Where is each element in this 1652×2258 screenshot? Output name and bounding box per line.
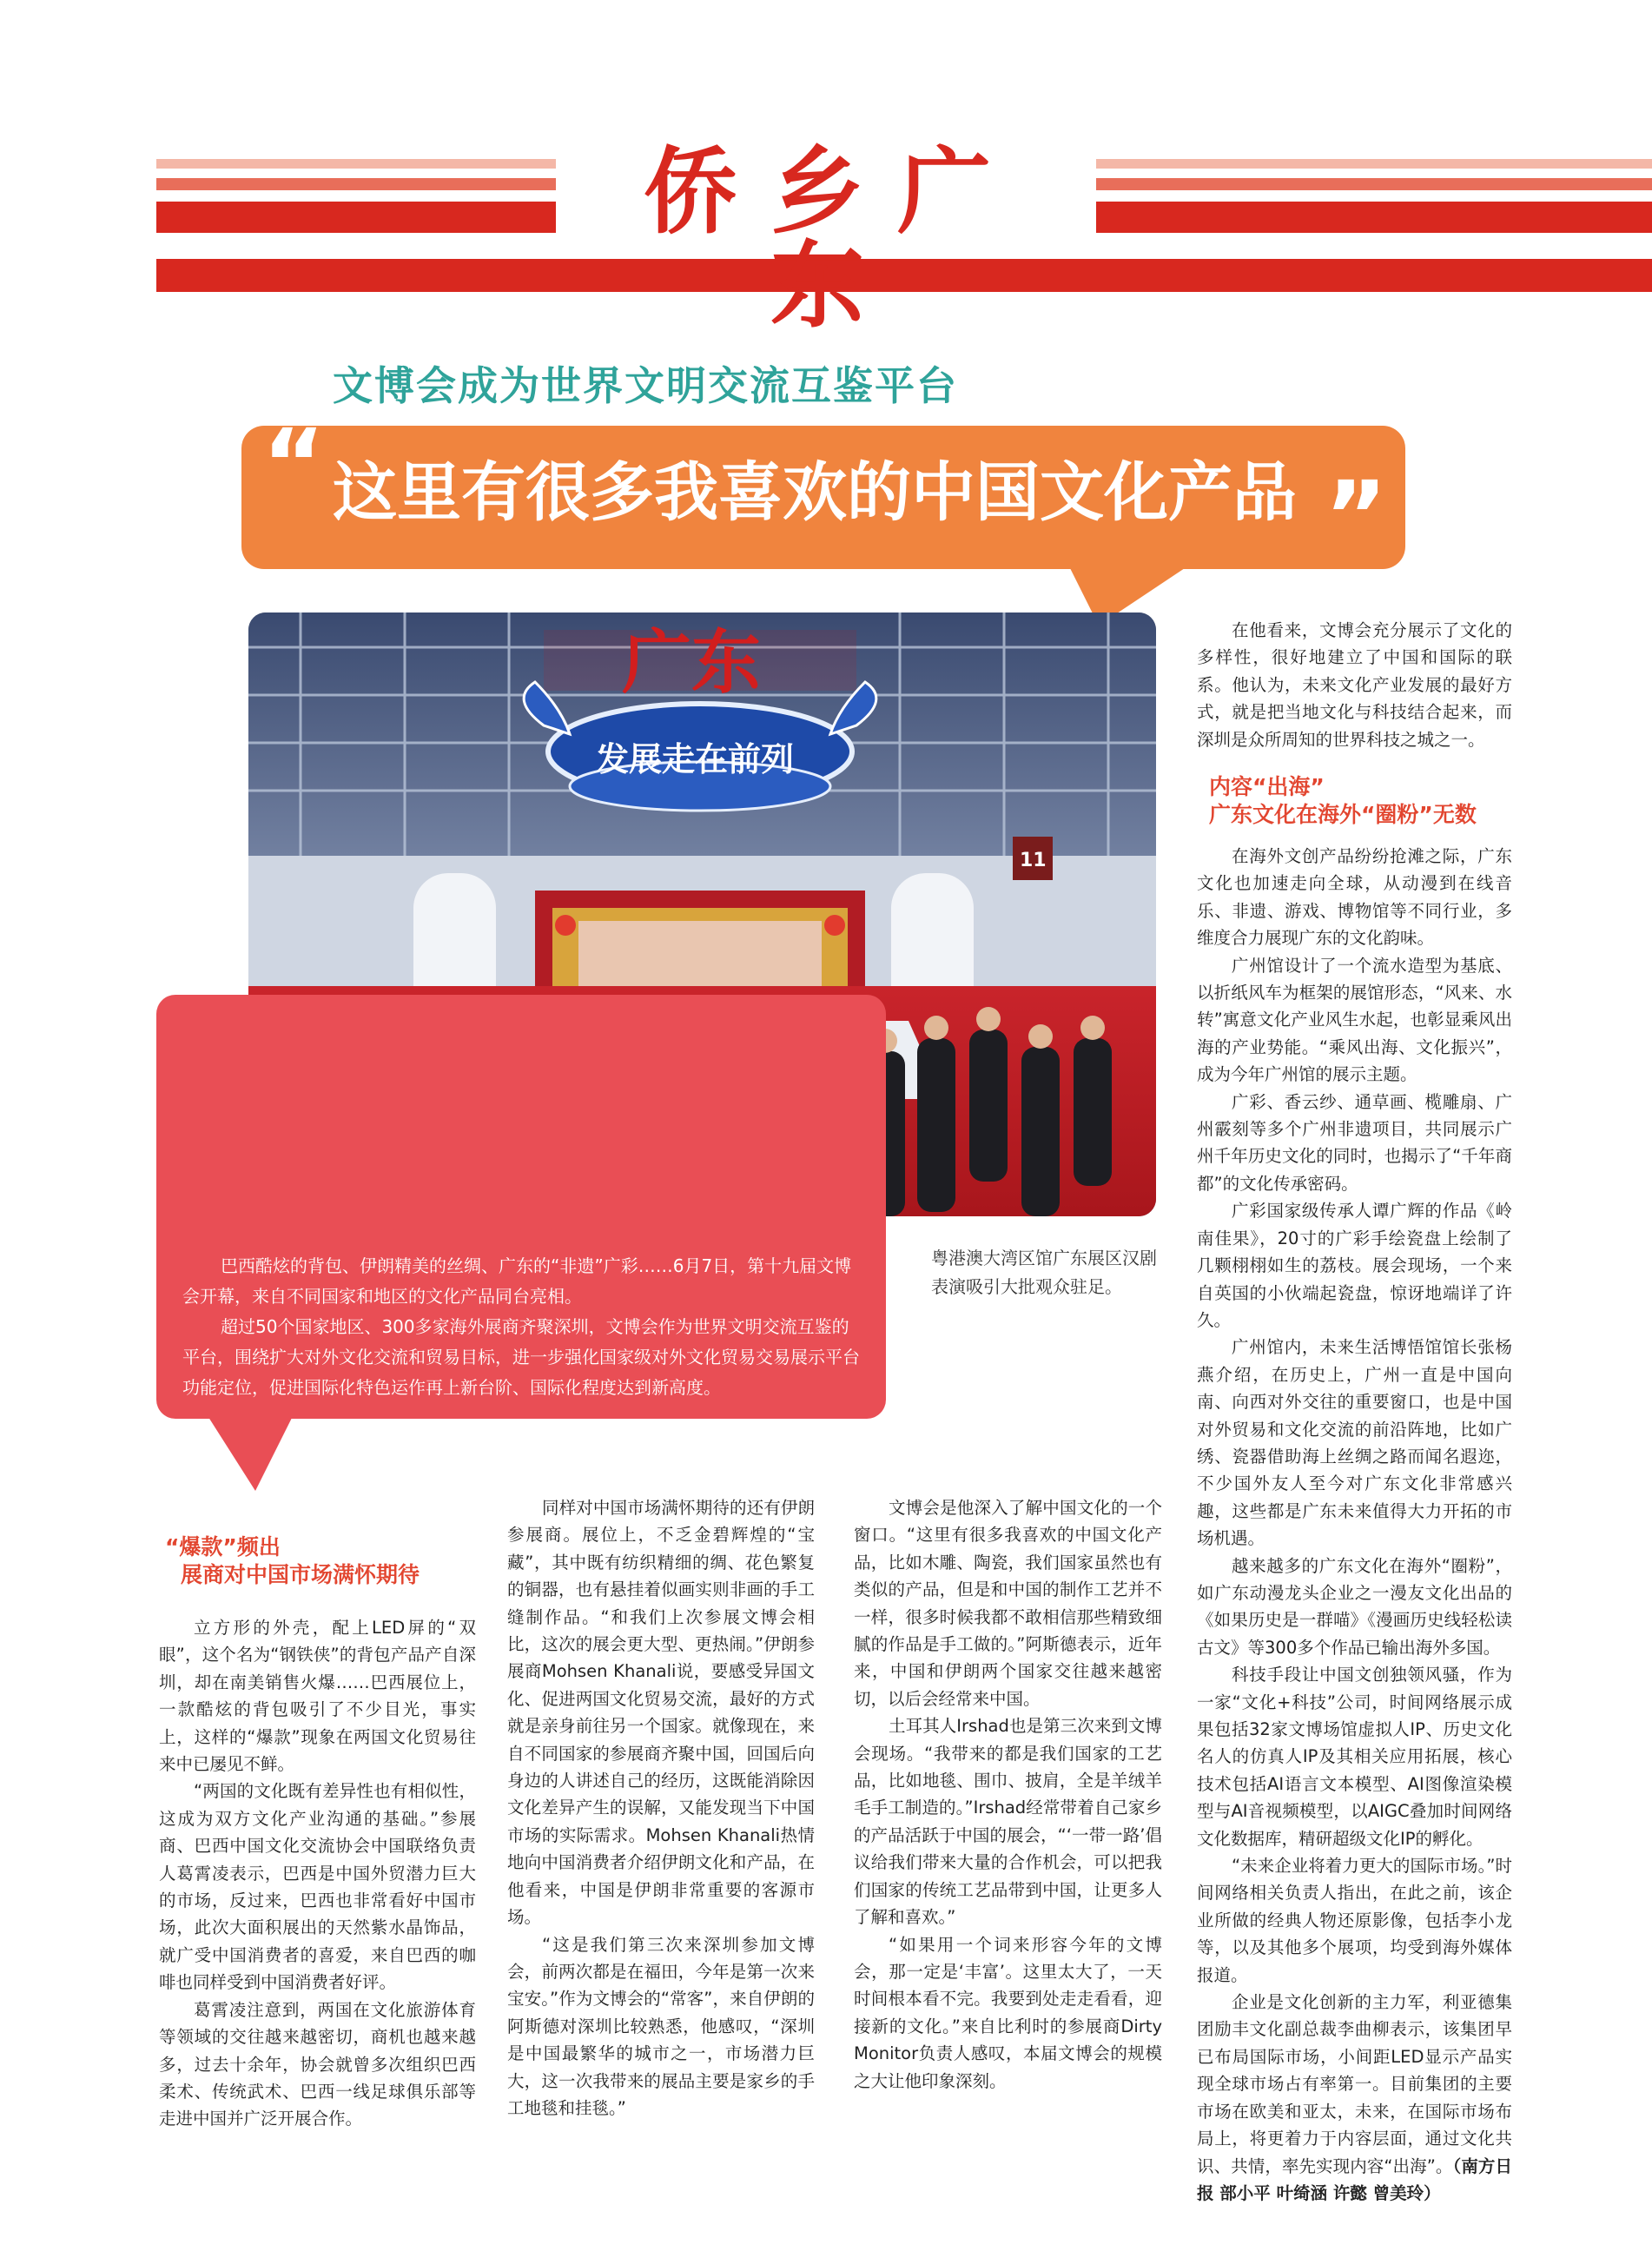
intro-paragraph: 超过50个国家地区、300多家海外展商齐聚深圳，文博会作为世界文明交流互鉴的平台，围绕扩大对外文化交流和贸易目标，进一步强化国家级对外文化贸易交易展示平台功能定位，促进国际化特色运作再上新台阶、国际化程度达到新高度。 [182,1316,860,1398]
open-quote: “ [262,408,326,520]
kicker-headline: 文博会成为世界文明交流互鉴平台 [333,362,958,409]
paragraph: “如果用一个词来形容今年的文博会，那一定是‘丰富’。这里太大了，一天时间根本看不完。我要到处走走看看，迎接新的文化。”来自比利时的参展商Dirty Monitor负责人感叹，本届文博会的规模之大让他印象深刻。 [854,1934,1162,2091]
photo-ring-text: 发展走在前列 [596,740,795,778]
paragraph: 广彩、香云纱、通草画、榄雕扇、广州霰刻等多个广州非遗项目，共同展示广州千年历史文化的同时，也揭示了“千年商都”的文化传承密码。 [1197,1091,1512,1194]
paragraph: 文博会是他深入了解中国文化的一个窗口。“这里有很多我喜欢的中国文化产品，比如木雕、陶瓷，我们国家虽然也有类似的产品，但是和中国的制作工艺并不一样，很多时候我都不敢相信那些精致细腻的作品是手工做的。”阿斯德表示，近年来，中国和伊朗两个国家交往越来越密切，以后会经常来中国。 [854,1498,1162,1709]
article-column-1 [159,1614,476,2133]
masthead-stripe [156,202,556,233]
subhead-line: “爆款”频出 [165,1534,281,1559]
paragraph: 广州馆设计了一个流水造型为基底、以折纸风车为框架的展馆形态，“风来、水转”寓意文化产业风生水起，也彰显乘风出海的产业势能。“乘风出海、文化振兴”，成为今年广州馆的展示主题。 [1197,955,1512,1085]
masthead-stripe [1096,178,1652,190]
subhead-section1 [165,1533,420,1589]
paragraph: 葛霄凌注意到，两国在文化旅游体育等领域的交往越来越密切，商机也越来越多，过去十余年，协会就曾多次组织巴西柔术、传统武术、巴西一线足球俱乐部等走进中国并广泛开展合作。 [159,1999,476,2129]
masthead-stripe [1096,159,1652,169]
intro-paragraph: 巴西酷炫的背包、伊朗精美的丝绸、广东的“非遗”广彩……6月7日，第十九届文博会开幕，来自不同国家和地区的文化产品同台亮相。 [182,1255,852,1307]
paragraph: “两国的文化既有差异性也有相似性，这成为双方文化产业沟通的基础。”参展商、巴西中国文化交流协会中国联络负责人葛霄凌表示，巴西是中国外贸潜力巨大的市场，反过来，巴西也非常看好中国市场，此次大面积展出的天然紫水晶饰品，就广受中国消费者的喜爱，来自巴西的咖啡也同样受到中国消费者好评。 [159,1781,476,1993]
paragraph: “未来企业将着力更大的国际市场。”时间网络相关负责人指出，在此之前，该企业所做的经典人物还原影像，包括李小龙等，以及其他多个展项，均受到海外媒体报道。 [1197,1856,1512,1985]
paragraph: 同样对中国市场满怀期待的还有伊朗参展商。展位上，不乏金碧辉煌的“宝藏”，其中既有纺织精细的绸、花色繁复的铜器，也有悬挂着似画实则非画的手工缝制作品。“和我们上次参展文博会相比，这次的展会更大型、更热闹。”伊朗参展商Mohsen Khanali说，要感受异国文化、促进两国文化贸易交流，最好的方式就是亲身前往另一个国家。就像现在，来自不同国家的参展商齐聚中国，回国后向身边的人讲述自己的经历，这既能消除因文化差异产生的误解，又能发现当下中国市场的实际需求。Mohsen Khanali热情地向中国消费者介绍伊朗文化和产品，在他看来，中国是伊朗非常重要的客源市场。 [507,1498,815,1928]
masthead-stripe [1096,202,1652,233]
intro-box-tail [207,1414,294,1491]
paragraph: 在他看来，文博会充分展示了文化的多样性，很好地建立了中国和国际的联系。他认为，未来文化产业发展的最好方式，就是把当地文化与科技结合起来，而深圳是众所周知的世界科技之城之一。 [1197,620,1512,750]
masthead-stripe [156,159,556,169]
paragraph: “这是我们第三次来深圳参加文博会，前两次都是在福田，今年是第一次来宝安。”作为文博会的“常客”，来自伊朗的阿斯德对深圳比较熟悉，他感叹，“深圳是中国最繁华的城市之一，市场潜力巨大，这一次我带来的展品主要是家乡的手工地毯和挂毯。” [507,1934,815,2118]
article-column-4-top [1197,617,1512,753]
byline: （南方日报 部小平 叶绮涵 许懿 曾美玲） [1197,2155,1512,2203]
photo-sign: 广东 [622,622,761,703]
masthead-stripe [156,178,556,190]
subhead-section2 [1209,773,1477,829]
paragraph: 科技手段让中国文创独领风骚，作为一家“文化+科技”公司，时间网络展示成果包括32家文博场馆虚拟人IP、历史文化名人的仿真人IP及其相关应用拓展，核心技术包括AI语言文本模型、AI图像渲染模型与AI音视频模型，以AIGC叠加时间网络文化数据库，精研超级文化IP的孵化。 [1197,1665,1512,1849]
intro-text [182,1251,860,1403]
article-column-2 [507,1494,815,2122]
close-quote: ” [1325,460,1388,572]
paragraph: 土耳其人Irshad也是第三次来到文博会现场。“我带来的都是我们国家的工艺品，比如地毯、围巾、披肩，全是羊绒羊毛手工制造的。”Irshad经常带着自己家乡的产品活跃于中国的展会，“‘一带一路’倡议给我们带来大量的合作机会，可以把我们国家的传统工艺品带到中国，让更多人了解和喜欢。” [854,1716,1162,1928]
photo-caption: 粤港澳大湾区馆广东展区汉剧表演吸引大批观众驻足。 [931,1248,1157,1297]
paragraph: 在海外文创产品纷纷抢滩之际，广东文化也加速走向全球，从动漫到在线音乐、非遗、游戏、博物馆等不同行业，多维度合力展现广东的文化韵味。 [1197,846,1512,949]
paragraph-text: 企业是文化创新的主力军，利亚德集团励丰文化副总裁李曲柳表示，该集团早已布局国际市场，小间距LED显示产品实现全球市场占有率第一。目前集团的主要市场在欧美和亚太，未来，在国际市场布局上，将更着力于内容层面，通过文化共识、共情，率先实现内容“出海”。 [1197,1992,1512,2176]
paragraph: 越来越多的广东文化在海外“圈粉”，如广东动漫龙头企业之一漫友文化出品的《如果历史是一群喵》《漫画历史线轻松读古文》等300多个作品已输出海外多国。 [1197,1555,1512,1658]
article-column-4 [1197,843,1512,2207]
subhead-line: 广东文化在海外“圈粉”无数 [1209,802,1477,827]
subhead-line: 展商对中国市场满怀期待 [181,1562,420,1587]
paragraph: 广彩国家级传承人谭广辉的作品《岭南佳果》，20寸的广彩手绘瓷盘上绘制了几颗栩栩如生的荔枝。展会现场，一个来自英国的小伙端起瓷盘，惊讶地端详了许久。 [1197,1201,1512,1330]
main-headline: 这里有很多我喜欢的中国文化产品 [333,455,1297,530]
paragraph: 立方形的外壳，配上LED屏的“双眼”，这个名为“钢铁侠”的背包产品产自深圳，却在南美销售火爆……巴西展位上，一款酷炫的背包吸引了不少目光，事实上，这样的“爆款”现象在两国文化贸易往来中已屡见不鲜。 [159,1618,476,1775]
paragraph: 广州馆内，未来生活博悟馆馆长张杨燕介绍，在历史上，广州一直是中国向南、向西对外交往的重要窗口，也是中国对外贸易和文化交流的前沿阵地，比如广绣、瓷器借助海上丝绸之路而闻名遐迩，不少国外友人至今对广东文化非常感兴趣，这些都是广东未来值得大力开拓的市场机遇。 [1197,1337,1512,1549]
section-title: 侨乡广东 [643,138,1024,341]
article-column-3 [854,1494,1162,2095]
subhead-line: 内容“出海” [1209,774,1325,799]
photo-hall-number: 11 [1020,850,1047,871]
paragraph [1197,1989,1512,2207]
